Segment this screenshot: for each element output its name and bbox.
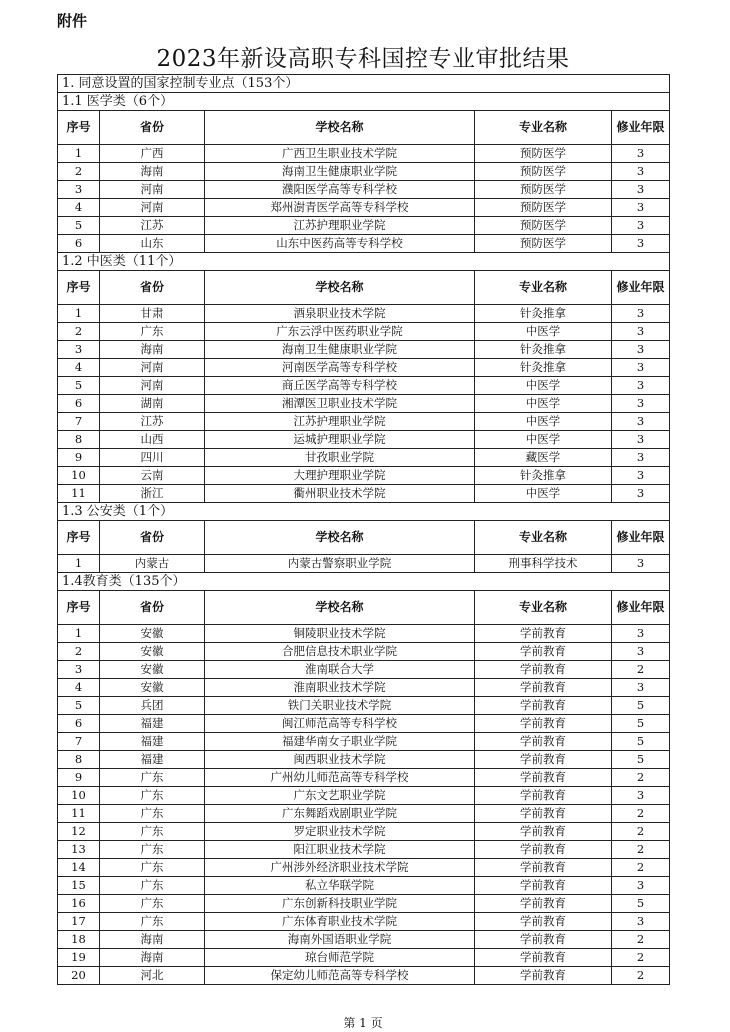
cell-school: 广州幼儿师范高等专科学校 bbox=[205, 769, 475, 787]
cell-school: 保定幼儿师范高等专科学校 bbox=[205, 967, 475, 985]
table-row bbox=[58, 859, 670, 877]
cell-major: 预防医学 bbox=[475, 181, 612, 199]
cell-major: 学前教育 bbox=[475, 787, 612, 805]
cell-major: 刑事科学技术 bbox=[475, 555, 612, 573]
cell-province: 广东 bbox=[100, 895, 205, 913]
cell-years: 3 bbox=[612, 413, 670, 431]
cell-province: 云南 bbox=[100, 467, 205, 485]
cell-school: 私立华联学院 bbox=[205, 877, 475, 895]
cell-school: 酒泉职业技术学院 bbox=[205, 305, 475, 323]
cell-province: 广东 bbox=[100, 787, 205, 805]
cell-major: 中医学 bbox=[475, 377, 612, 395]
approval-table bbox=[57, 74, 670, 985]
cell-major: 藏医学 bbox=[475, 449, 612, 467]
cell-years: 2 bbox=[612, 841, 670, 859]
cell-no: 2 bbox=[58, 643, 100, 661]
cell-major: 学前教育 bbox=[475, 967, 612, 985]
cell-school: 江苏护理职业学院 bbox=[205, 217, 475, 235]
cell-school: 阳江职业技术学院 bbox=[205, 841, 475, 859]
cell-school: 广州涉外经济职业技术学院 bbox=[205, 859, 475, 877]
cell-school: 闽西职业技术学院 bbox=[205, 751, 475, 769]
table-row bbox=[58, 413, 670, 431]
header-major: 专业名称 bbox=[475, 591, 612, 625]
cell-no: 8 bbox=[58, 431, 100, 449]
cell-years: 2 bbox=[612, 769, 670, 787]
cell-province: 河北 bbox=[100, 967, 205, 985]
cell-major: 学前教育 bbox=[475, 715, 612, 733]
cell-years: 3 bbox=[612, 877, 670, 895]
cell-no: 13 bbox=[58, 841, 100, 859]
cell-major: 学前教育 bbox=[475, 643, 612, 661]
section-heading: 1. 同意设置的国家控制专业点（153个） bbox=[58, 75, 670, 93]
cell-school: 河南医学高等专科学校 bbox=[205, 359, 475, 377]
table-row bbox=[58, 841, 670, 859]
cell-years: 5 bbox=[612, 733, 670, 751]
table-row bbox=[58, 625, 670, 643]
section-heading-row bbox=[58, 75, 670, 93]
cell-years: 3 bbox=[612, 323, 670, 341]
table-row bbox=[58, 697, 670, 715]
header-province: 省份 bbox=[100, 271, 205, 305]
cell-major: 针灸推拿 bbox=[475, 305, 612, 323]
cell-major: 针灸推拿 bbox=[475, 341, 612, 359]
table-row bbox=[58, 751, 670, 769]
cell-province: 江苏 bbox=[100, 217, 205, 235]
cell-province: 广西 bbox=[100, 145, 205, 163]
cell-years: 3 bbox=[612, 305, 670, 323]
cell-years: 3 bbox=[612, 485, 670, 503]
cell-major: 学前教育 bbox=[475, 931, 612, 949]
cell-province: 甘肃 bbox=[100, 305, 205, 323]
cell-school: 湘潭医卫职业技术学院 bbox=[205, 395, 475, 413]
cell-years: 3 bbox=[612, 181, 670, 199]
table-row bbox=[58, 377, 670, 395]
header-school: 学校名称 bbox=[205, 521, 475, 555]
header-school: 学校名称 bbox=[205, 111, 475, 145]
cell-major: 学前教育 bbox=[475, 841, 612, 859]
header-years: 修业年限 bbox=[612, 591, 670, 625]
cell-major: 学前教育 bbox=[475, 679, 612, 697]
cell-province: 安徽 bbox=[100, 661, 205, 679]
cell-years: 3 bbox=[612, 467, 670, 485]
table-row bbox=[58, 467, 670, 485]
cell-major: 中医学 bbox=[475, 395, 612, 413]
cell-school: 山东中医药高等专科学校 bbox=[205, 235, 475, 253]
group-heading-row bbox=[58, 93, 670, 111]
cell-no: 1 bbox=[58, 145, 100, 163]
cell-province: 安徽 bbox=[100, 679, 205, 697]
cell-no: 10 bbox=[58, 787, 100, 805]
table-row bbox=[58, 555, 670, 573]
cell-school: 内蒙古警察职业学院 bbox=[205, 555, 475, 573]
cell-school: 铁门关职业技术学院 bbox=[205, 697, 475, 715]
cell-no: 6 bbox=[58, 715, 100, 733]
cell-major: 学前教育 bbox=[475, 823, 612, 841]
table-row bbox=[58, 769, 670, 787]
cell-no: 19 bbox=[58, 949, 100, 967]
cell-no: 9 bbox=[58, 769, 100, 787]
table-row bbox=[58, 199, 670, 217]
header-school: 学校名称 bbox=[205, 271, 475, 305]
header-province: 省份 bbox=[100, 591, 205, 625]
cell-years: 5 bbox=[612, 895, 670, 913]
header-major: 专业名称 bbox=[475, 111, 612, 145]
cell-major: 预防医学 bbox=[475, 199, 612, 217]
header-years: 修业年限 bbox=[612, 521, 670, 555]
cell-province: 广东 bbox=[100, 769, 205, 787]
cell-major: 针灸推拿 bbox=[475, 359, 612, 377]
cell-years: 3 bbox=[612, 235, 670, 253]
cell-years: 5 bbox=[612, 751, 670, 769]
cell-school: 大理护理职业学院 bbox=[205, 467, 475, 485]
column-header-row bbox=[58, 111, 670, 145]
cell-years: 3 bbox=[612, 679, 670, 697]
cell-years: 2 bbox=[612, 931, 670, 949]
cell-no: 1 bbox=[58, 555, 100, 573]
cell-years: 2 bbox=[612, 859, 670, 877]
cell-province: 河南 bbox=[100, 359, 205, 377]
cell-years: 3 bbox=[612, 555, 670, 573]
cell-school: 淮南职业技术学院 bbox=[205, 679, 475, 697]
group-heading: 1.4教育类（135个） bbox=[58, 573, 670, 591]
cell-major: 中医学 bbox=[475, 413, 612, 431]
cell-province: 广东 bbox=[100, 841, 205, 859]
cell-no: 14 bbox=[58, 859, 100, 877]
group-heading: 1.3 公安类（1个） bbox=[58, 503, 670, 521]
cell-no: 3 bbox=[58, 341, 100, 359]
cell-no: 11 bbox=[58, 805, 100, 823]
cell-province: 山西 bbox=[100, 431, 205, 449]
cell-school: 运城护理职业学院 bbox=[205, 431, 475, 449]
cell-no: 4 bbox=[58, 359, 100, 377]
table-row bbox=[58, 305, 670, 323]
cell-province: 兵团 bbox=[100, 697, 205, 715]
cell-major: 预防医学 bbox=[475, 145, 612, 163]
cell-major: 学前教育 bbox=[475, 697, 612, 715]
cell-school: 合肥信息技术职业学院 bbox=[205, 643, 475, 661]
cell-school: 商丘医学高等专科学校 bbox=[205, 377, 475, 395]
cell-years: 5 bbox=[612, 697, 670, 715]
group-heading-row bbox=[58, 503, 670, 521]
cell-years: 5 bbox=[612, 715, 670, 733]
cell-province: 山东 bbox=[100, 235, 205, 253]
cell-major: 学前教育 bbox=[475, 877, 612, 895]
cell-no: 5 bbox=[58, 697, 100, 715]
cell-no: 15 bbox=[58, 877, 100, 895]
table-row bbox=[58, 931, 670, 949]
cell-major: 预防医学 bbox=[475, 235, 612, 253]
cell-school: 铜陵职业技术学院 bbox=[205, 625, 475, 643]
table-row bbox=[58, 235, 670, 253]
cell-school: 濮阳医学高等专科学校 bbox=[205, 181, 475, 199]
cell-province: 海南 bbox=[100, 163, 205, 181]
cell-major: 学前教育 bbox=[475, 913, 612, 931]
cell-no: 4 bbox=[58, 199, 100, 217]
header-no: 序号 bbox=[58, 591, 100, 625]
cell-no: 6 bbox=[58, 395, 100, 413]
cell-school: 广东体育职业技术学院 bbox=[205, 913, 475, 931]
cell-province: 湖南 bbox=[100, 395, 205, 413]
header-major: 专业名称 bbox=[475, 521, 612, 555]
cell-years: 2 bbox=[612, 805, 670, 823]
cell-major: 学前教育 bbox=[475, 859, 612, 877]
cell-no: 16 bbox=[58, 895, 100, 913]
cell-no: 8 bbox=[58, 751, 100, 769]
cell-no: 4 bbox=[58, 679, 100, 697]
table-row bbox=[58, 217, 670, 235]
table-row bbox=[58, 679, 670, 697]
table-row bbox=[58, 715, 670, 733]
cell-no: 1 bbox=[58, 305, 100, 323]
header-years: 修业年限 bbox=[612, 271, 670, 305]
cell-no: 5 bbox=[58, 377, 100, 395]
header-no: 序号 bbox=[58, 521, 100, 555]
cell-years: 3 bbox=[612, 341, 670, 359]
header-school: 学校名称 bbox=[205, 591, 475, 625]
cell-province: 河南 bbox=[100, 199, 205, 217]
cell-school: 海南外国语职业学院 bbox=[205, 931, 475, 949]
table-row bbox=[58, 787, 670, 805]
table-row bbox=[58, 805, 670, 823]
cell-years: 3 bbox=[612, 145, 670, 163]
cell-years: 2 bbox=[612, 661, 670, 679]
cell-no: 2 bbox=[58, 323, 100, 341]
cell-years: 2 bbox=[612, 823, 670, 841]
cell-major: 学前教育 bbox=[475, 769, 612, 787]
cell-province: 江苏 bbox=[100, 413, 205, 431]
group-heading: 1.2 中医类（11个） bbox=[58, 253, 670, 271]
cell-major: 中医学 bbox=[475, 323, 612, 341]
cell-years: 3 bbox=[612, 913, 670, 931]
cell-years: 2 bbox=[612, 949, 670, 967]
group-heading-row bbox=[58, 253, 670, 271]
cell-province: 内蒙古 bbox=[100, 555, 205, 573]
cell-years: 3 bbox=[612, 625, 670, 643]
table-row bbox=[58, 733, 670, 751]
header-province: 省份 bbox=[100, 111, 205, 145]
page-title: 2023年新设高职专科国控专业审批结果 bbox=[156, 46, 570, 72]
cell-province: 浙江 bbox=[100, 485, 205, 503]
cell-years: 3 bbox=[612, 199, 670, 217]
table-row bbox=[58, 661, 670, 679]
cell-province: 广东 bbox=[100, 859, 205, 877]
cell-years: 3 bbox=[612, 377, 670, 395]
cell-years: 2 bbox=[612, 967, 670, 985]
cell-years: 3 bbox=[612, 163, 670, 181]
cell-province: 海南 bbox=[100, 931, 205, 949]
cell-major: 学前教育 bbox=[475, 625, 612, 643]
cell-major: 预防医学 bbox=[475, 217, 612, 235]
cell-school: 江苏护理职业学院 bbox=[205, 413, 475, 431]
group-heading-row bbox=[58, 573, 670, 591]
cell-province: 广东 bbox=[100, 823, 205, 841]
cell-no: 20 bbox=[58, 967, 100, 985]
header-no: 序号 bbox=[58, 111, 100, 145]
cell-no: 2 bbox=[58, 163, 100, 181]
cell-school: 海南卫生健康职业学院 bbox=[205, 341, 475, 359]
cell-province: 广东 bbox=[100, 913, 205, 931]
column-header-row bbox=[58, 271, 670, 305]
header-years: 修业年限 bbox=[612, 111, 670, 145]
cell-no: 12 bbox=[58, 823, 100, 841]
cell-years: 3 bbox=[612, 431, 670, 449]
cell-province: 广东 bbox=[100, 877, 205, 895]
cell-major: 针灸推拿 bbox=[475, 467, 612, 485]
cell-school: 广东创新科技职业学院 bbox=[205, 895, 475, 913]
group-heading: 1.1 医学类（6个） bbox=[58, 93, 670, 111]
cell-major: 学前教育 bbox=[475, 733, 612, 751]
cell-province: 安徽 bbox=[100, 643, 205, 661]
cell-province: 福建 bbox=[100, 733, 205, 751]
cell-no: 18 bbox=[58, 931, 100, 949]
attachment-label: 附件 bbox=[57, 12, 88, 30]
cell-province: 海南 bbox=[100, 341, 205, 359]
header-no: 序号 bbox=[58, 271, 100, 305]
table-row bbox=[58, 181, 670, 199]
table-row bbox=[58, 395, 670, 413]
cell-school: 福建华南女子职业学院 bbox=[205, 733, 475, 751]
cell-province: 福建 bbox=[100, 715, 205, 733]
cell-province: 河南 bbox=[100, 377, 205, 395]
cell-province: 海南 bbox=[100, 949, 205, 967]
cell-school: 闽江师范高等专科学校 bbox=[205, 715, 475, 733]
table-row bbox=[58, 145, 670, 163]
cell-no: 7 bbox=[58, 413, 100, 431]
cell-school: 甘孜职业学院 bbox=[205, 449, 475, 467]
cell-years: 3 bbox=[612, 359, 670, 377]
cell-province: 广东 bbox=[100, 323, 205, 341]
cell-school: 衢州职业技术学院 bbox=[205, 485, 475, 503]
cell-no: 10 bbox=[58, 467, 100, 485]
cell-years: 3 bbox=[612, 217, 670, 235]
table-row bbox=[58, 341, 670, 359]
cell-no: 6 bbox=[58, 235, 100, 253]
cell-major: 中医学 bbox=[475, 431, 612, 449]
table-row bbox=[58, 643, 670, 661]
table-row bbox=[58, 485, 670, 503]
cell-no: 7 bbox=[58, 733, 100, 751]
table-row bbox=[58, 323, 670, 341]
cell-school: 海南卫生健康职业学院 bbox=[205, 163, 475, 181]
cell-years: 3 bbox=[612, 395, 670, 413]
table-row bbox=[58, 967, 670, 985]
header-province: 省份 bbox=[100, 521, 205, 555]
table-row bbox=[58, 913, 670, 931]
cell-major: 学前教育 bbox=[475, 805, 612, 823]
cell-school: 罗定职业技术学院 bbox=[205, 823, 475, 841]
table-row bbox=[58, 895, 670, 913]
cell-years: 3 bbox=[612, 449, 670, 467]
cell-school: 广东文艺职业学院 bbox=[205, 787, 475, 805]
cell-school: 琼台师范学院 bbox=[205, 949, 475, 967]
cell-province: 四川 bbox=[100, 449, 205, 467]
cell-major: 中医学 bbox=[475, 485, 612, 503]
cell-major: 预防医学 bbox=[475, 163, 612, 181]
cell-province: 福建 bbox=[100, 751, 205, 769]
cell-school: 广东舞蹈戏剧职业学院 bbox=[205, 805, 475, 823]
header-major: 专业名称 bbox=[475, 271, 612, 305]
cell-no: 5 bbox=[58, 217, 100, 235]
table-row bbox=[58, 359, 670, 377]
page-number: 第 1 页 bbox=[343, 1016, 383, 1030]
cell-province: 广东 bbox=[100, 805, 205, 823]
table-row bbox=[58, 431, 670, 449]
cell-major: 学前教育 bbox=[475, 895, 612, 913]
table-row bbox=[58, 163, 670, 181]
cell-school: 广西卫生职业技术学院 bbox=[205, 145, 475, 163]
table-row bbox=[58, 949, 670, 967]
table-row bbox=[58, 877, 670, 895]
cell-no: 3 bbox=[58, 181, 100, 199]
table-body bbox=[58, 75, 670, 985]
cell-major: 学前教育 bbox=[475, 949, 612, 967]
cell-no: 1 bbox=[58, 625, 100, 643]
cell-school: 郑州澍青医学高等专科学校 bbox=[205, 199, 475, 217]
cell-years: 3 bbox=[612, 787, 670, 805]
cell-major: 学前教育 bbox=[475, 661, 612, 679]
cell-no: 11 bbox=[58, 485, 100, 503]
column-header-row bbox=[58, 591, 670, 625]
cell-major: 学前教育 bbox=[475, 751, 612, 769]
cell-no: 17 bbox=[58, 913, 100, 931]
cell-province: 安徽 bbox=[100, 625, 205, 643]
cell-school: 淮南联合大学 bbox=[205, 661, 475, 679]
cell-years: 3 bbox=[612, 643, 670, 661]
table-row bbox=[58, 823, 670, 841]
cell-school: 广东云浮中医药职业学院 bbox=[205, 323, 475, 341]
cell-province: 河南 bbox=[100, 181, 205, 199]
column-header-row bbox=[58, 521, 670, 555]
cell-no: 3 bbox=[58, 661, 100, 679]
table-row bbox=[58, 449, 670, 467]
cell-no: 9 bbox=[58, 449, 100, 467]
